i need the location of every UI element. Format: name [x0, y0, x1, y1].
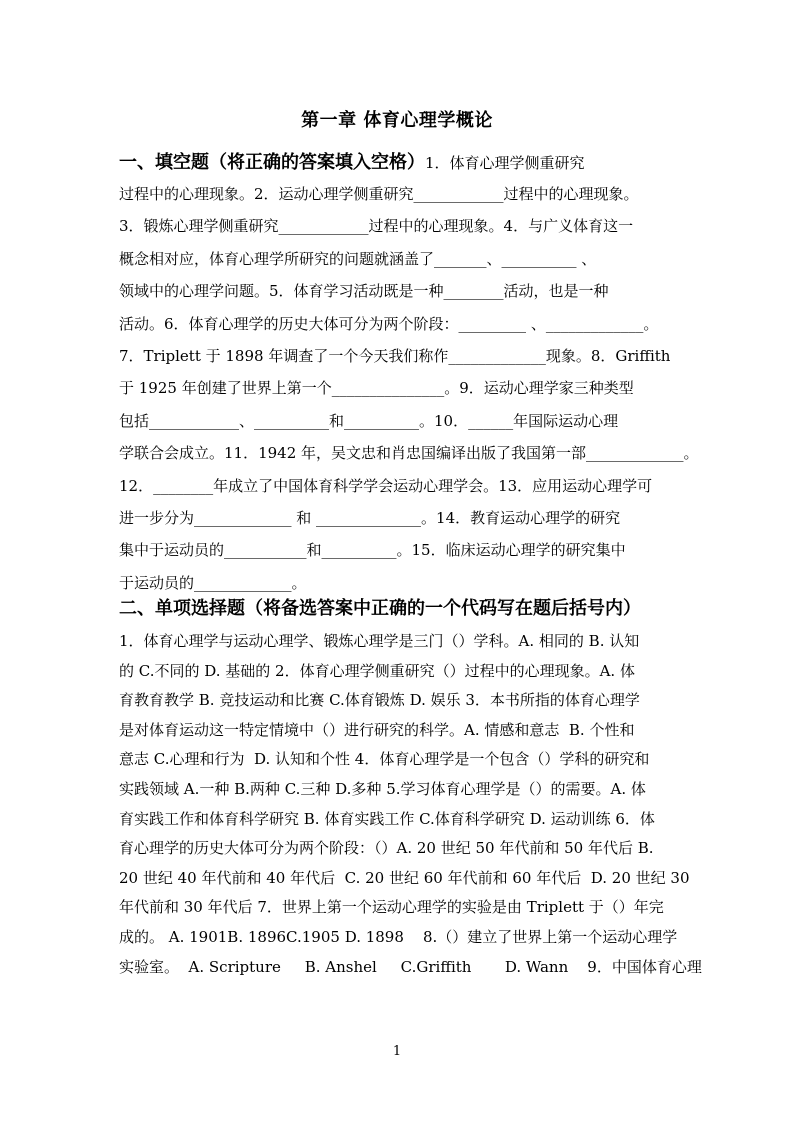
text-line: 实验室。 A. Scripture B. Anshel C.Griffith D. Wann 9．中国体育心理 — [119, 957, 702, 976]
text-line: 育心理学的历史大体可分为两个阶段：（）A. 20 世纪 50 年代前和 50 年代后 B. — [119, 839, 654, 858]
text-line: 进一步分为_____________ 和 ______________。14．教育运动心理学的研究 — [119, 509, 621, 527]
section1-first-question: 1．体育心理学侧重研究 — [425, 154, 585, 172]
page-number: 1 — [392, 1044, 402, 1059]
text-line: 实践领域 A.一种 B.两种 C.三种 D.多种 5.学习体育心理学是（）的需要。A. 体 — [119, 780, 646, 798]
text-line: 学联合会成立。11．1942 年，吴文忠和肖忠国编译出版了我国第一部_____________。 — [119, 444, 699, 463]
section1-heading — [119, 148, 585, 174]
text-line: 活动。6．体育心理学的历史大体可分为两个阶段：_________ 、_____________。 — [119, 314, 659, 333]
text-line: 于运动员的_____________。 — [119, 573, 307, 592]
text-line: 7．Triplett 于 1898 年调查了一个今天我们称作_____________现象。8．Griffith — [119, 347, 671, 365]
section1-heading-text: 一、填空题（将正确的答案填入空格） — [119, 152, 425, 173]
text-line: 集中于运动员的___________和__________。15．临床运动心理学的研究集中 — [119, 541, 626, 560]
text-line: 领域中的心理学问题。5．体育学习活动既是一种________活动，也是一种 — [119, 282, 609, 301]
text-line: 于 1925 年创建了世界上第一个_______________。9．运动心理学家三种类型 — [119, 379, 634, 398]
text-line: 育实践工作和体育科学研究 B. 体育实践工作 C.体育科学研究 D. 运动训练 6．体 — [119, 809, 655, 828]
text-line: 1．体育心理学与运动心理学、锻炼心理学是三门（）学科。A. 相同的 B. 认知 — [119, 632, 640, 650]
text-line: 育教育教学 B. 竞技运动和比赛 C.体育锻炼 D. 娱乐 3．本书所指的体育心理学 — [119, 691, 640, 710]
chapter-title: 第一章 体育心理学概论 — [301, 110, 493, 131]
text-line: 是对体育运动这一特定情境中（）进行研究的科学。A. 情感和意志 B. 个性和 — [119, 720, 635, 739]
text-line: 20 世纪 40 年代前和 40 年代后 C. 20 世纪 60 年代前和 60 年代后 D. 20 世纪 30 — [119, 868, 690, 887]
text-line: 3．锻炼心理学侧重研究____________过程中的心理现象。4．与广义体育这一 — [119, 217, 634, 236]
text-line: 成的。 A. 1901B. 1896C.1905 D. 1898 8.（）建立了世界上第一个运动心理学 — [119, 928, 678, 946]
text-line: 意志 C.心理和行为 D. 认知和个性 4．体育心理学是一个包含（）学科的研究和 — [119, 750, 650, 769]
text-line: 的 C.不同的 D. 基础的 2．体育心理学侧重研究（）过程中的心理现象。A. 体 — [119, 661, 635, 680]
text-line: 包括____________、__________和__________。10．______年国际运动心理 — [119, 411, 619, 430]
text-line: 概念相对应，体育心理学所研究的问题就涵盖了_______、__________ 、 — [119, 249, 597, 268]
text-line: 过程中的心理现象。2．运动心理学侧重研究____________过程中的心理现象。 — [119, 185, 639, 203]
text-line: 年代前和 30 年代后 7．世界上第一个运动心理学的实验是由 Triplett 于（）年完 — [119, 898, 664, 917]
section2-heading: 二、单项选择题（将备选答案中正确的一个代码写在题后括号内） — [119, 598, 641, 619]
text-line: 12．________年成立了中国体育科学学会运动心理学会。13．应用运动心理学可 — [119, 476, 653, 495]
